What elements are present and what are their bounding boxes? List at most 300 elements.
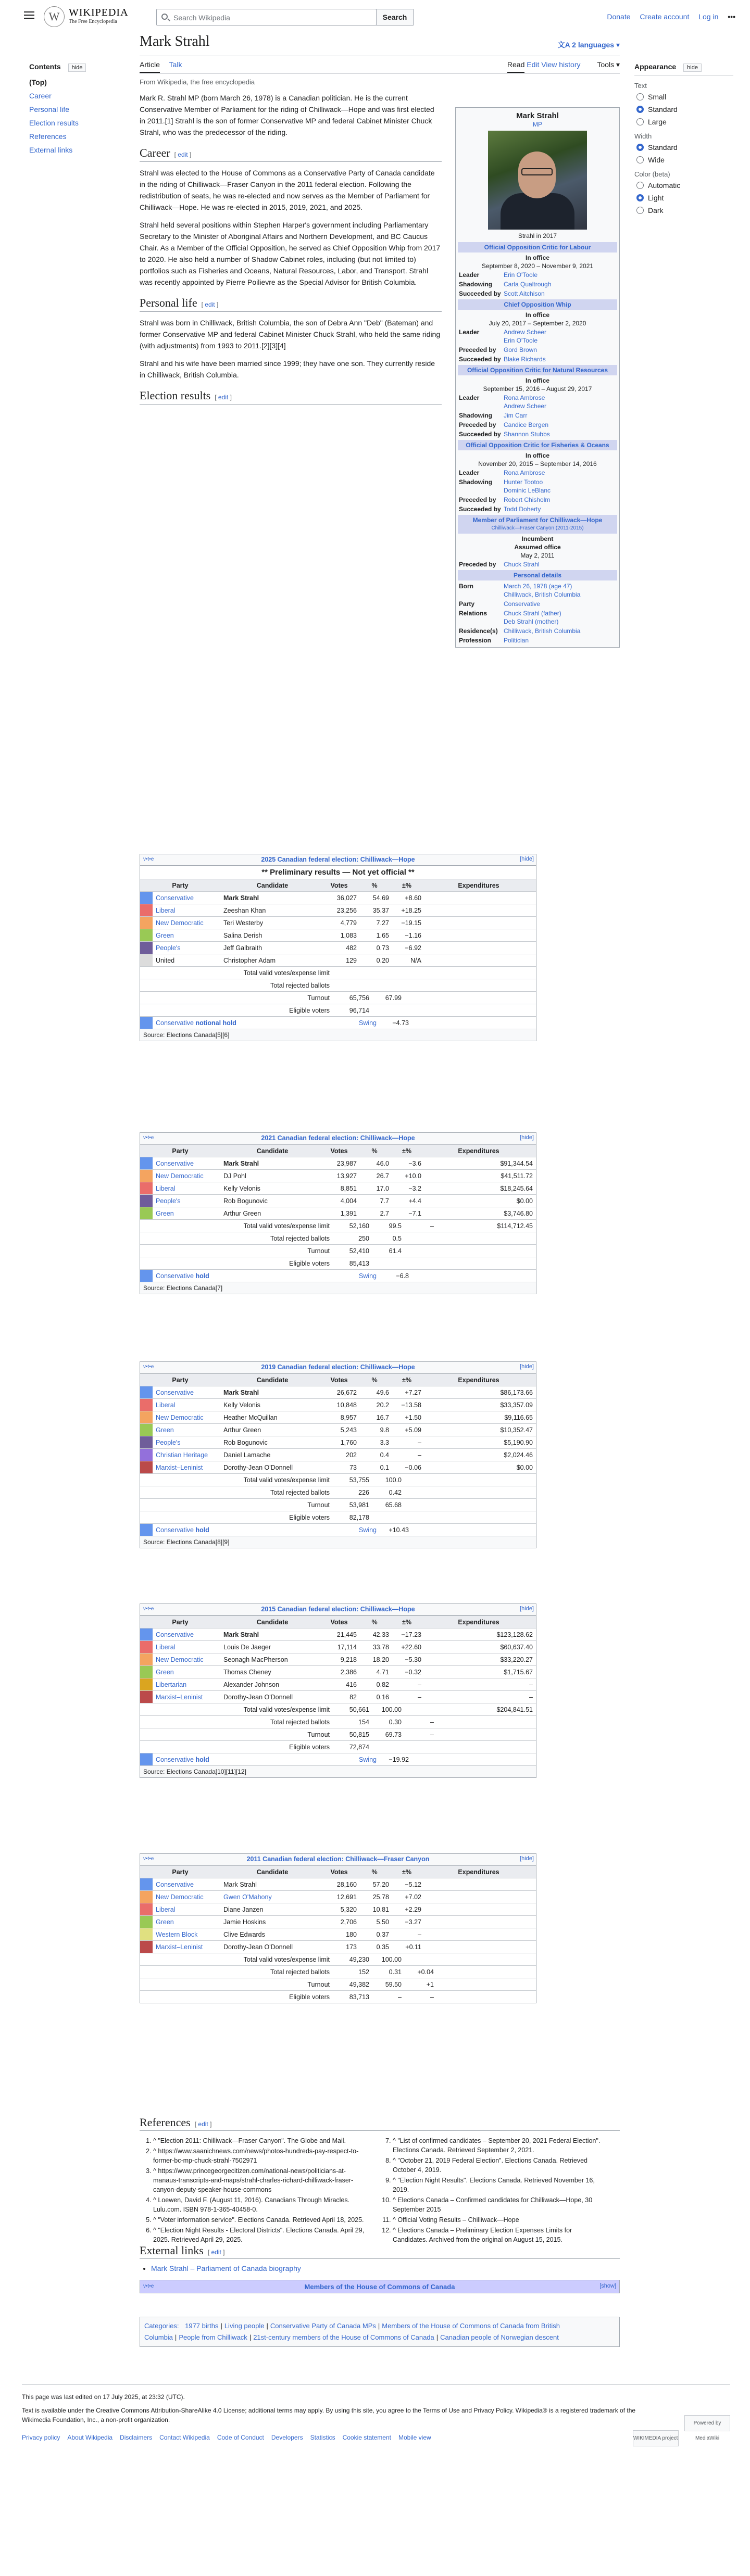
navbox-title[interactable]: Members of the House of Commons of Canada xyxy=(304,2283,455,2291)
party-name[interactable]: Western Block xyxy=(156,1930,198,1938)
width-standard-option[interactable] xyxy=(636,143,733,151)
party-name[interactable]: Marxist–Leninist xyxy=(156,1693,203,1701)
votes-cell: 23,987 xyxy=(336,1159,357,1167)
navbox-vte[interactable]: v•t•e xyxy=(143,2283,154,2289)
category-separator: | xyxy=(436,2333,439,2341)
col-candidate: Candidate xyxy=(256,1618,289,1626)
vte-links[interactable]: v•t•e xyxy=(143,1364,154,1370)
party-name[interactable]: People's xyxy=(156,1438,181,1446)
candidate-name: Dorothy-Jean O'Donnell xyxy=(223,1693,293,1701)
reference-item[interactable]: 11. ^ Official Voting Results – Chilliwack—Hope xyxy=(393,2215,608,2225)
category-link[interactable]: Living people xyxy=(224,2322,265,2330)
election-title[interactable]: 2025 Canadian federal election: Chilliwack—Hope xyxy=(261,856,415,863)
search-input[interactable] xyxy=(156,9,377,26)
votes-cell: 1,083 xyxy=(340,931,357,939)
category-separator: | xyxy=(174,2333,177,2341)
infobox-value[interactable]: Andrew Scheer Erin O'Toole xyxy=(504,329,547,344)
party-color-swatch xyxy=(140,929,153,941)
office-title[interactable]: Official Opposition Critic for Fisheries & Oceans xyxy=(458,440,617,450)
party-name[interactable]: Marxist–Leninist xyxy=(156,1463,203,1471)
tab-edit[interactable]: Edit xyxy=(527,60,540,69)
party-color-swatch xyxy=(140,1941,153,1953)
party-name[interactable]: Green xyxy=(156,1209,174,1217)
text-standard-option[interactable] xyxy=(636,105,733,113)
category-separator: | xyxy=(249,2333,252,2341)
candidate-name: Dorothy-Jean O'Donnell xyxy=(223,1943,293,1951)
party-name[interactable]: People's xyxy=(156,944,181,952)
infobox-row xyxy=(458,626,617,636)
toc-item-top[interactable]: (Top) xyxy=(29,78,47,86)
vte-links[interactable]: v•t•e xyxy=(143,856,154,862)
party-name[interactable]: Conservative xyxy=(156,1159,194,1167)
change-cell: – xyxy=(430,1718,434,1726)
edit-link[interactable]: edit xyxy=(218,394,229,401)
party-color-swatch xyxy=(140,1678,153,1690)
toc-title: Contents xyxy=(29,62,61,71)
votes-cell: 152 xyxy=(358,1968,369,1976)
party-name[interactable]: Libertarian xyxy=(156,1681,187,1688)
infobox-post[interactable]: MP xyxy=(533,121,542,128)
reference-item[interactable]: 4. ^ Loewen, David F. (August 11, 2016). Canadians Through Miracles. Lulu.com. ISBN 978-1-365-40458-0. xyxy=(153,2195,369,2214)
votes-cell: 2,706 xyxy=(340,1918,357,1926)
votes-cell: 5,243 xyxy=(340,1426,357,1434)
hide-button[interactable]: [hide] xyxy=(520,1606,534,1612)
more-options-icon[interactable]: ••• xyxy=(728,12,735,21)
col-change[interactable]: ±% xyxy=(402,1618,411,1626)
col-pct: % xyxy=(371,881,378,889)
totals-row xyxy=(140,1486,536,1498)
totals-row xyxy=(140,1978,536,1990)
external-links-section: External links [ edit ] • Mark Strahl – Parliament of Canada biography v•t•e Members of the House of Commons of Canada [show] xyxy=(140,2244,620,2293)
option-label: Dark xyxy=(648,206,664,214)
tab-article[interactable]: Article xyxy=(140,60,160,73)
tab-view-history[interactable]: View history xyxy=(541,60,581,69)
party-name[interactable]: Liberal xyxy=(156,906,176,914)
footer-link[interactable]: Disclaimers xyxy=(120,2434,153,2441)
reference-item[interactable]: 1. ^ "Election 2011: Chilliwack—Fraser Canyon". The Globe and Mail. xyxy=(153,2136,369,2145)
infobox-value[interactable]: Robert Chisholm xyxy=(504,496,551,503)
color-light-option[interactable] xyxy=(636,194,733,202)
table-row xyxy=(140,1169,536,1182)
option-label: Wide xyxy=(648,156,665,164)
pct-cell: 1.65 xyxy=(376,931,389,939)
office-dates: September 8, 2020 – November 9, 2021 xyxy=(481,262,594,270)
pct-cell: 33.78 xyxy=(372,1643,389,1651)
category-link[interactable]: Members of the House of Commons of Canada from British Columbia xyxy=(144,2322,560,2341)
totals-row xyxy=(140,1740,536,1753)
category-link[interactable]: 21st-century members of the House of Commons of Canada xyxy=(253,2333,434,2341)
reference-item[interactable]: 10. ^ Elections Canada – Confirmed candidates for Chilliwack—Hope, 30 September 2015 xyxy=(393,2195,608,2214)
edit-link[interactable]: edit xyxy=(198,2120,208,2128)
party-name[interactable]: New Democratic xyxy=(156,1172,204,1180)
pct-cell: 0.16 xyxy=(376,1693,389,1701)
pct-cell: 99.5 xyxy=(389,1222,402,1230)
footer-link[interactable]: Mobile view xyxy=(398,2434,431,2441)
infobox-value[interactable]: Rona Ambrose Andrew Scheer xyxy=(504,394,547,410)
infobox-value[interactable]: Rona Ambrose xyxy=(504,469,545,476)
infobox-value[interactable]: Todd Doherty xyxy=(504,506,541,513)
party-name[interactable]: New Democratic xyxy=(156,1413,204,1421)
votes-cell: 85,413 xyxy=(349,1259,369,1267)
toc-item-references[interactable]: References xyxy=(29,132,67,141)
col-party: Party xyxy=(172,1147,189,1155)
election-table-header xyxy=(140,1362,536,1373)
hold-party[interactable]: Conservative notional hold xyxy=(156,1019,236,1027)
party-name[interactable]: Conservative xyxy=(156,1880,194,1888)
election-title[interactable]: 2019 Canadian federal election: Chilliwack—Hope xyxy=(261,1363,415,1371)
tools-label: Tools xyxy=(597,60,615,69)
categories-label[interactable]: Categories: xyxy=(144,2322,179,2330)
mediawiki-badge[interactable]: Powered by MediaWiki xyxy=(684,2415,730,2431)
infobox-row xyxy=(458,582,617,599)
hide-button[interactable]: [hide] xyxy=(520,1855,534,1862)
pct-cell: 49.6 xyxy=(376,1388,389,1396)
hide-button[interactable]: [hide] xyxy=(520,856,534,862)
infobox-value[interactable]: Candice Bergen xyxy=(504,421,549,428)
infobox-row xyxy=(458,355,617,364)
infobox-value[interactable]: Hunter Tootoo Dominic LeBlanc xyxy=(504,478,551,494)
footer-link[interactable]: About Wikipedia xyxy=(67,2434,113,2441)
toc-hide-button[interactable]: hide xyxy=(68,64,86,72)
votes-cell: 129 xyxy=(346,956,357,964)
totals-row xyxy=(140,1232,536,1244)
party-name[interactable]: New Democratic xyxy=(156,1893,204,1901)
source-line: Source: Elections Canada[10][11][12] xyxy=(140,1765,536,1777)
infobox-value[interactable]: Chuck Strahl xyxy=(504,561,540,568)
category-link[interactable]: 1977 births xyxy=(185,2322,219,2330)
footer-link[interactable]: Statistics xyxy=(310,2434,335,2441)
infobox-value[interactable]: March 26, 1978 (age 47) Chilliwack, British Columbia xyxy=(504,583,581,598)
pct-cell: 0.5 xyxy=(392,1234,402,1242)
infobox-key: Succeeded by xyxy=(459,506,501,513)
footer-link[interactable]: Developers xyxy=(271,2434,303,2441)
vte-links[interactable]: v•t•e xyxy=(143,1856,154,1862)
create-account-link[interactable]: Create account xyxy=(640,12,690,21)
votes-cell: 36,027 xyxy=(336,894,357,902)
change-cell: −19.15 xyxy=(401,919,421,927)
party-name[interactable]: Marxist–Leninist xyxy=(156,1943,203,1951)
menu-icon[interactable] xyxy=(24,11,34,19)
swing-label[interactable]: Swing xyxy=(358,1526,377,1534)
table-row xyxy=(140,1194,536,1207)
personal-paragraph-2: Strahl and his wife have been married since 1999; they have one son. They currently reside in Chilliwack, British Columbia. xyxy=(140,359,435,379)
expenditure-cell: $3,746.80 xyxy=(504,1209,533,1217)
infobox-value[interactable]: Politician xyxy=(504,637,529,644)
pct-cell: 7.7 xyxy=(380,1197,389,1205)
candidate-name: Arthur Green xyxy=(223,1426,261,1434)
color-dark-option[interactable] xyxy=(636,206,733,214)
party-color-swatch xyxy=(140,1411,153,1423)
swing-label[interactable]: Swing xyxy=(358,1756,377,1763)
party-color-swatch xyxy=(140,1641,153,1653)
col-change[interactable]: ±% xyxy=(402,1147,411,1155)
party-name[interactable]: Conservative xyxy=(156,1631,194,1638)
party-name[interactable]: Christian Heritage xyxy=(156,1451,208,1459)
party-color-swatch xyxy=(140,904,153,916)
infobox-row xyxy=(458,636,617,645)
mp-title[interactable]: Member of Parliament for Chilliwack—Hope xyxy=(472,516,603,524)
pct-cell: 59.50 xyxy=(385,1980,402,1988)
totals-label: Total valid votes/expense limit xyxy=(243,1706,330,1713)
party-name[interactable]: Liberal xyxy=(156,1184,176,1192)
hold-party[interactable]: Conservative hold xyxy=(156,1526,209,1534)
reference-item[interactable]: 3. ^ https://www.princegeorgecitizen.com/national-news/politicians-at-manaus-transcripts-and-maps/strahl-charles-richard-chilliwack-fraser-canyon-deputy-speaker-house-commons xyxy=(153,2166,369,2194)
table-row xyxy=(140,954,536,966)
col-expenditures: Expenditures xyxy=(458,1147,499,1155)
toc-item-personal-life[interactable]: Personal life xyxy=(29,105,70,113)
pct-cell: 0.82 xyxy=(376,1681,389,1688)
election-title[interactable]: 2011 Canadian federal election: Chilliwack—Fraser Canyon xyxy=(246,1855,430,1863)
infobox-value[interactable]: Carla Qualtrough xyxy=(504,281,552,288)
party-name[interactable]: New Democratic xyxy=(156,1656,204,1663)
assumed-office-date: May 2, 2011 xyxy=(520,552,555,559)
election-title[interactable]: 2021 Canadian federal election: Chilliwack—Hope xyxy=(261,1134,415,1142)
party-name[interactable]: Liberal xyxy=(156,1905,176,1913)
col-candidate: Candidate xyxy=(256,1147,289,1155)
party-color-swatch xyxy=(140,1195,153,1207)
reference-item[interactable]: 7. ^ "List of confirmed candidates – September 20, 2021 Federal Election". Elections Canada. Retrieved September 2, 2021. xyxy=(393,2136,608,2155)
login-link[interactable]: Log in xyxy=(698,12,719,21)
table-header-row xyxy=(140,1373,536,1386)
party-color-swatch xyxy=(140,1916,153,1928)
width-label: Width xyxy=(634,132,652,140)
change-cell: +7.27 xyxy=(405,1388,421,1396)
party-name[interactable]: Green xyxy=(156,1918,174,1926)
wikipedia-logo[interactable]: W xyxy=(44,6,65,27)
footer-link[interactable]: Code of Conduct xyxy=(217,2434,264,2441)
tab-talk[interactable]: Talk xyxy=(169,60,182,69)
totals-label: Total rejected ballots xyxy=(270,1234,330,1242)
party-name[interactable]: Green xyxy=(156,1668,174,1676)
toc-item-career[interactable]: Career xyxy=(29,92,52,100)
table-row xyxy=(140,916,536,929)
category-link[interactable]: Canadian people of Norwegian descent xyxy=(440,2333,559,2341)
totals-label: Turnout xyxy=(307,1980,330,1988)
reference-item[interactable]: 2. ^ https://www.saanichnews.com/news/photos-hundreds-pay-respect-to-former-bc-mp-chuck-strahl-7502971 xyxy=(153,2146,369,2165)
expenditure-cell: $0.00 xyxy=(516,1197,533,1205)
votes-cell: 53,755 xyxy=(349,1476,369,1484)
party-name[interactable]: Liberal xyxy=(156,1401,176,1409)
col-change[interactable]: ±% xyxy=(402,881,411,889)
text-small-option[interactable] xyxy=(636,93,733,101)
color-label: Color (beta) xyxy=(634,170,670,178)
text-large-option[interactable] xyxy=(636,118,733,126)
pct-cell: 9.8 xyxy=(380,1426,389,1434)
infobox-value[interactable]: Gord Brown xyxy=(504,346,538,353)
infobox-row xyxy=(458,345,617,355)
reference-item[interactable]: 5. ^ "Voter information service". Elections Canada. Retrieved April 18, 2025. xyxy=(153,2215,369,2225)
change-cell: – xyxy=(418,1451,421,1459)
source-line: Source: Elections Canada[7] xyxy=(140,1282,536,1294)
change-cell: – xyxy=(430,1993,434,2001)
infobox-value[interactable]: Conservative xyxy=(504,600,541,608)
hold-text: hold xyxy=(195,1756,209,1763)
vte-links[interactable]: v•t•e xyxy=(143,1135,154,1141)
footer-link[interactable]: Contact Wikipedia xyxy=(159,2434,210,2441)
appearance-hide-button[interactable]: hide xyxy=(683,64,702,72)
change-cell: +22.60 xyxy=(401,1643,421,1651)
donate-link[interactable]: Donate xyxy=(607,12,631,21)
votes-cell: 52,160 xyxy=(349,1222,369,1230)
change-cell: +5.09 xyxy=(405,1426,421,1434)
votes-cell: 82,178 xyxy=(349,1513,369,1521)
swing-label[interactable]: Swing xyxy=(358,1272,377,1280)
mp-rows xyxy=(458,560,617,569)
expenditure-cell: $91,344.54 xyxy=(500,1159,533,1167)
election-results-heading: Election results [ edit ] xyxy=(140,390,442,405)
table-row xyxy=(140,1157,536,1169)
option-label: Small xyxy=(648,93,667,101)
expenditure-cell: $60,637.40 xyxy=(500,1643,533,1651)
option-label: Light xyxy=(648,194,664,202)
votes-cell: 173 xyxy=(346,1943,357,1951)
color-automatic-option[interactable] xyxy=(636,181,733,190)
vte-links[interactable]: v•t•e xyxy=(143,1606,154,1612)
col-party: Party xyxy=(172,881,189,889)
col-candidate: Candidate xyxy=(256,881,289,889)
pct-cell: 0.35 xyxy=(376,1943,389,1951)
wordmark[interactable] xyxy=(69,7,129,24)
party-name[interactable]: Liberal xyxy=(156,1643,176,1651)
infobox-key: Profession xyxy=(459,637,492,644)
reference-item[interactable]: 6. ^ "Election Night Results - Electoral Districts". Elections Canada. April 29, 2025. Retrieved April 29, 2025. xyxy=(153,2226,369,2244)
col-change[interactable]: ±% xyxy=(402,1868,411,1876)
votes-cell: 5,320 xyxy=(340,1905,357,1913)
footer-link[interactable]: Privacy policy xyxy=(22,2434,60,2441)
parliament-bio-link[interactable]: Mark Strahl – Parliament of Canada biography xyxy=(151,2264,301,2272)
pct-cell: 18.20 xyxy=(372,1656,389,1663)
party-name[interactable]: Green xyxy=(156,931,174,939)
votes-cell: 72,874 xyxy=(349,1743,369,1751)
pct-cell: 69.73 xyxy=(385,1731,402,1738)
width-wide-option[interactable] xyxy=(636,156,733,164)
search-button[interactable]: Search xyxy=(376,9,414,26)
votes-cell: 96,714 xyxy=(349,1006,369,1014)
candidate-name: Christopher Adam xyxy=(223,956,276,964)
party-name[interactable]: People's xyxy=(156,1197,181,1205)
candidate-name: Salina Derish xyxy=(223,931,262,939)
infobox-value[interactable]: Scott Aitchison xyxy=(504,290,545,297)
votes-cell: 21,445 xyxy=(336,1631,357,1638)
votes-cell: 226 xyxy=(358,1488,369,1496)
totals-label: Total rejected ballots xyxy=(270,1968,330,1976)
edit-link[interactable]: edit xyxy=(178,151,188,158)
tab-read[interactable]: Read xyxy=(507,60,524,73)
license-text: Text is available under the Creative Commons Attribution-ShareAlike 4.0 License; additional terms may apply. By using this site, you agree to the Terms of Use and Privacy Policy. Wikipedia® is a registered trademark of the Wikimedia Foundation, Inc., a non-profit organization. xyxy=(22,2407,636,2423)
infobox-value[interactable]: Erin O'Toole xyxy=(504,271,538,279)
swing-label[interactable]: Swing xyxy=(358,1019,377,1027)
totals-label: Total valid votes/expense limit xyxy=(243,1476,330,1484)
expenditure-cell: $33,357.09 xyxy=(500,1401,533,1409)
votes-cell: 4,004 xyxy=(340,1197,357,1205)
edit-link[interactable]: edit xyxy=(205,301,215,308)
party-name[interactable]: Conservative xyxy=(156,1388,194,1396)
language-count: 2 languages xyxy=(572,41,615,49)
reference-item[interactable]: 9. ^ "Election Night Results". Elections Canada. Retrieved November 16, 2019. xyxy=(393,2176,608,2194)
pct-cell: 16.7 xyxy=(376,1413,389,1421)
portrait-photo[interactable] xyxy=(488,131,587,230)
mp-subtitle[interactable]: Chilliwack—Fraser Canyon (2011-2015) xyxy=(491,525,584,531)
office-title[interactable]: Official Opposition Critic for Natural Resources xyxy=(458,365,617,375)
election-table xyxy=(140,1132,536,1294)
election-title[interactable]: 2015 Canadian federal election: Chilliwack—Hope xyxy=(261,1606,415,1613)
career-paragraph-2: Strahl held several positions within Stephen Harper's government including Parliamentary Secretary to the Minister of Aboriginal Affairs and Northern Development, and BC Caucus Chair. As a Member of the Official Opposition, he served as Chief Opposition Whip from 2017 to 2020. He also held a number of Shadow Cabinet roles, including (but not limited to) portfolios such as Fisheries and Oceans, Natural Resources, Labor, and Transport. Strahl was recently appointed by Pierre Poilievre as the Special Advisor for British Columbia. xyxy=(140,221,441,286)
pct-cell: 67.99 xyxy=(385,994,402,1002)
infobox-key: Residence(s) xyxy=(459,627,498,635)
reference-item[interactable]: 8. ^ "October 21, 2019 Federal Election". Elections Canada. Retrieved October 4, 2019. xyxy=(393,2156,608,2175)
totals-label: Turnout xyxy=(307,1247,330,1255)
change-cell: +1 xyxy=(426,1980,434,1988)
candidate-name: Dorothy-Jean O'Donnell xyxy=(223,1463,293,1471)
language-button[interactable]: 文A 2 languages ▾ xyxy=(557,41,620,49)
party-color-swatch xyxy=(140,892,153,904)
table-row xyxy=(140,1448,536,1461)
mp-section-title xyxy=(458,515,617,534)
candidate-name: Daniel Lamache xyxy=(223,1451,271,1459)
office-title[interactable]: Official Opposition Critic for Labour xyxy=(458,242,617,252)
col-expenditures: Expenditures xyxy=(458,1868,499,1876)
infobox-value[interactable]: Chilliwack, British Columbia xyxy=(504,627,581,635)
infobox-value[interactable]: Jim Carr xyxy=(504,412,528,419)
hide-button[interactable]: [hide] xyxy=(520,1363,534,1370)
personal-rows xyxy=(458,582,617,645)
candidate-name[interactable]: Gwen O'Mahony xyxy=(223,1893,272,1901)
category-link[interactable]: People from Chilliwack xyxy=(179,2333,247,2341)
col-change[interactable]: ±% xyxy=(402,1376,411,1384)
infobox-value[interactable]: Shannon Stubbs xyxy=(504,431,550,438)
infobox-value[interactable]: Blake Richards xyxy=(504,356,546,363)
categories-box xyxy=(140,2317,620,2347)
totals-label: Turnout xyxy=(307,1731,330,1738)
hold-party[interactable]: Conservative hold xyxy=(156,1272,209,1280)
personal-life-heading: Personal life [ edit ] xyxy=(140,297,442,312)
infobox-key: Leader xyxy=(459,329,480,336)
office-dates: September 15, 2016 – August 29, 2017 xyxy=(483,385,592,393)
toc-item-election-results[interactable]: Election results xyxy=(29,119,79,127)
infobox-value[interactable]: Chuck Strahl (father) Deb Strahl (mother) xyxy=(504,610,561,625)
party-name[interactable]: New Democratic xyxy=(156,919,204,927)
votes-cell: 50,661 xyxy=(349,1706,369,1713)
footer-link[interactable]: Cookie statement xyxy=(342,2434,391,2441)
edit-link[interactable]: edit xyxy=(211,2249,221,2256)
infobox-row xyxy=(458,270,617,280)
wikimedia-badge[interactable]: WIKIMEDIA project xyxy=(633,2430,679,2446)
party-color-swatch xyxy=(140,1461,153,1473)
pct-cell: 20.2 xyxy=(376,1401,389,1409)
navbox-show-button[interactable]: [show] xyxy=(599,2283,616,2289)
party-name[interactable]: Conservative xyxy=(156,894,194,902)
change-cell: −17.23 xyxy=(401,1631,421,1638)
totals-label: Total valid votes/expense limit xyxy=(243,1222,330,1230)
search-icon xyxy=(161,14,168,20)
votes-cell: 250 xyxy=(358,1234,369,1242)
appearance-title: Appearance xyxy=(634,62,677,71)
office-title[interactable]: Chief Opposition Whip xyxy=(458,299,617,310)
category-link[interactable]: Conservative Party of Canada MPs xyxy=(270,2322,376,2330)
hold-party[interactable]: Conservative hold xyxy=(156,1756,209,1763)
swing-value: −6.8 xyxy=(396,1272,409,1280)
col-candidate: Candidate xyxy=(256,1376,289,1384)
col-expenditures: Expenditures xyxy=(458,1376,499,1384)
candidate-name: Mark Strahl xyxy=(223,1880,257,1888)
infobox xyxy=(455,107,620,648)
party-name[interactable]: Green xyxy=(156,1426,174,1434)
hide-button[interactable]: [hide] xyxy=(520,1134,534,1141)
reference-item[interactable]: 12. ^ Elections Canada – Preliminary Election Expenses Limits for Candidates. Archived from the original on August 15, 2015. xyxy=(393,2226,608,2244)
toc-item-external-links[interactable]: External links xyxy=(29,146,73,154)
candidate-name: Zeeshan Khan xyxy=(223,906,266,914)
tab-tools[interactable]: Tools ▾ xyxy=(597,60,620,69)
